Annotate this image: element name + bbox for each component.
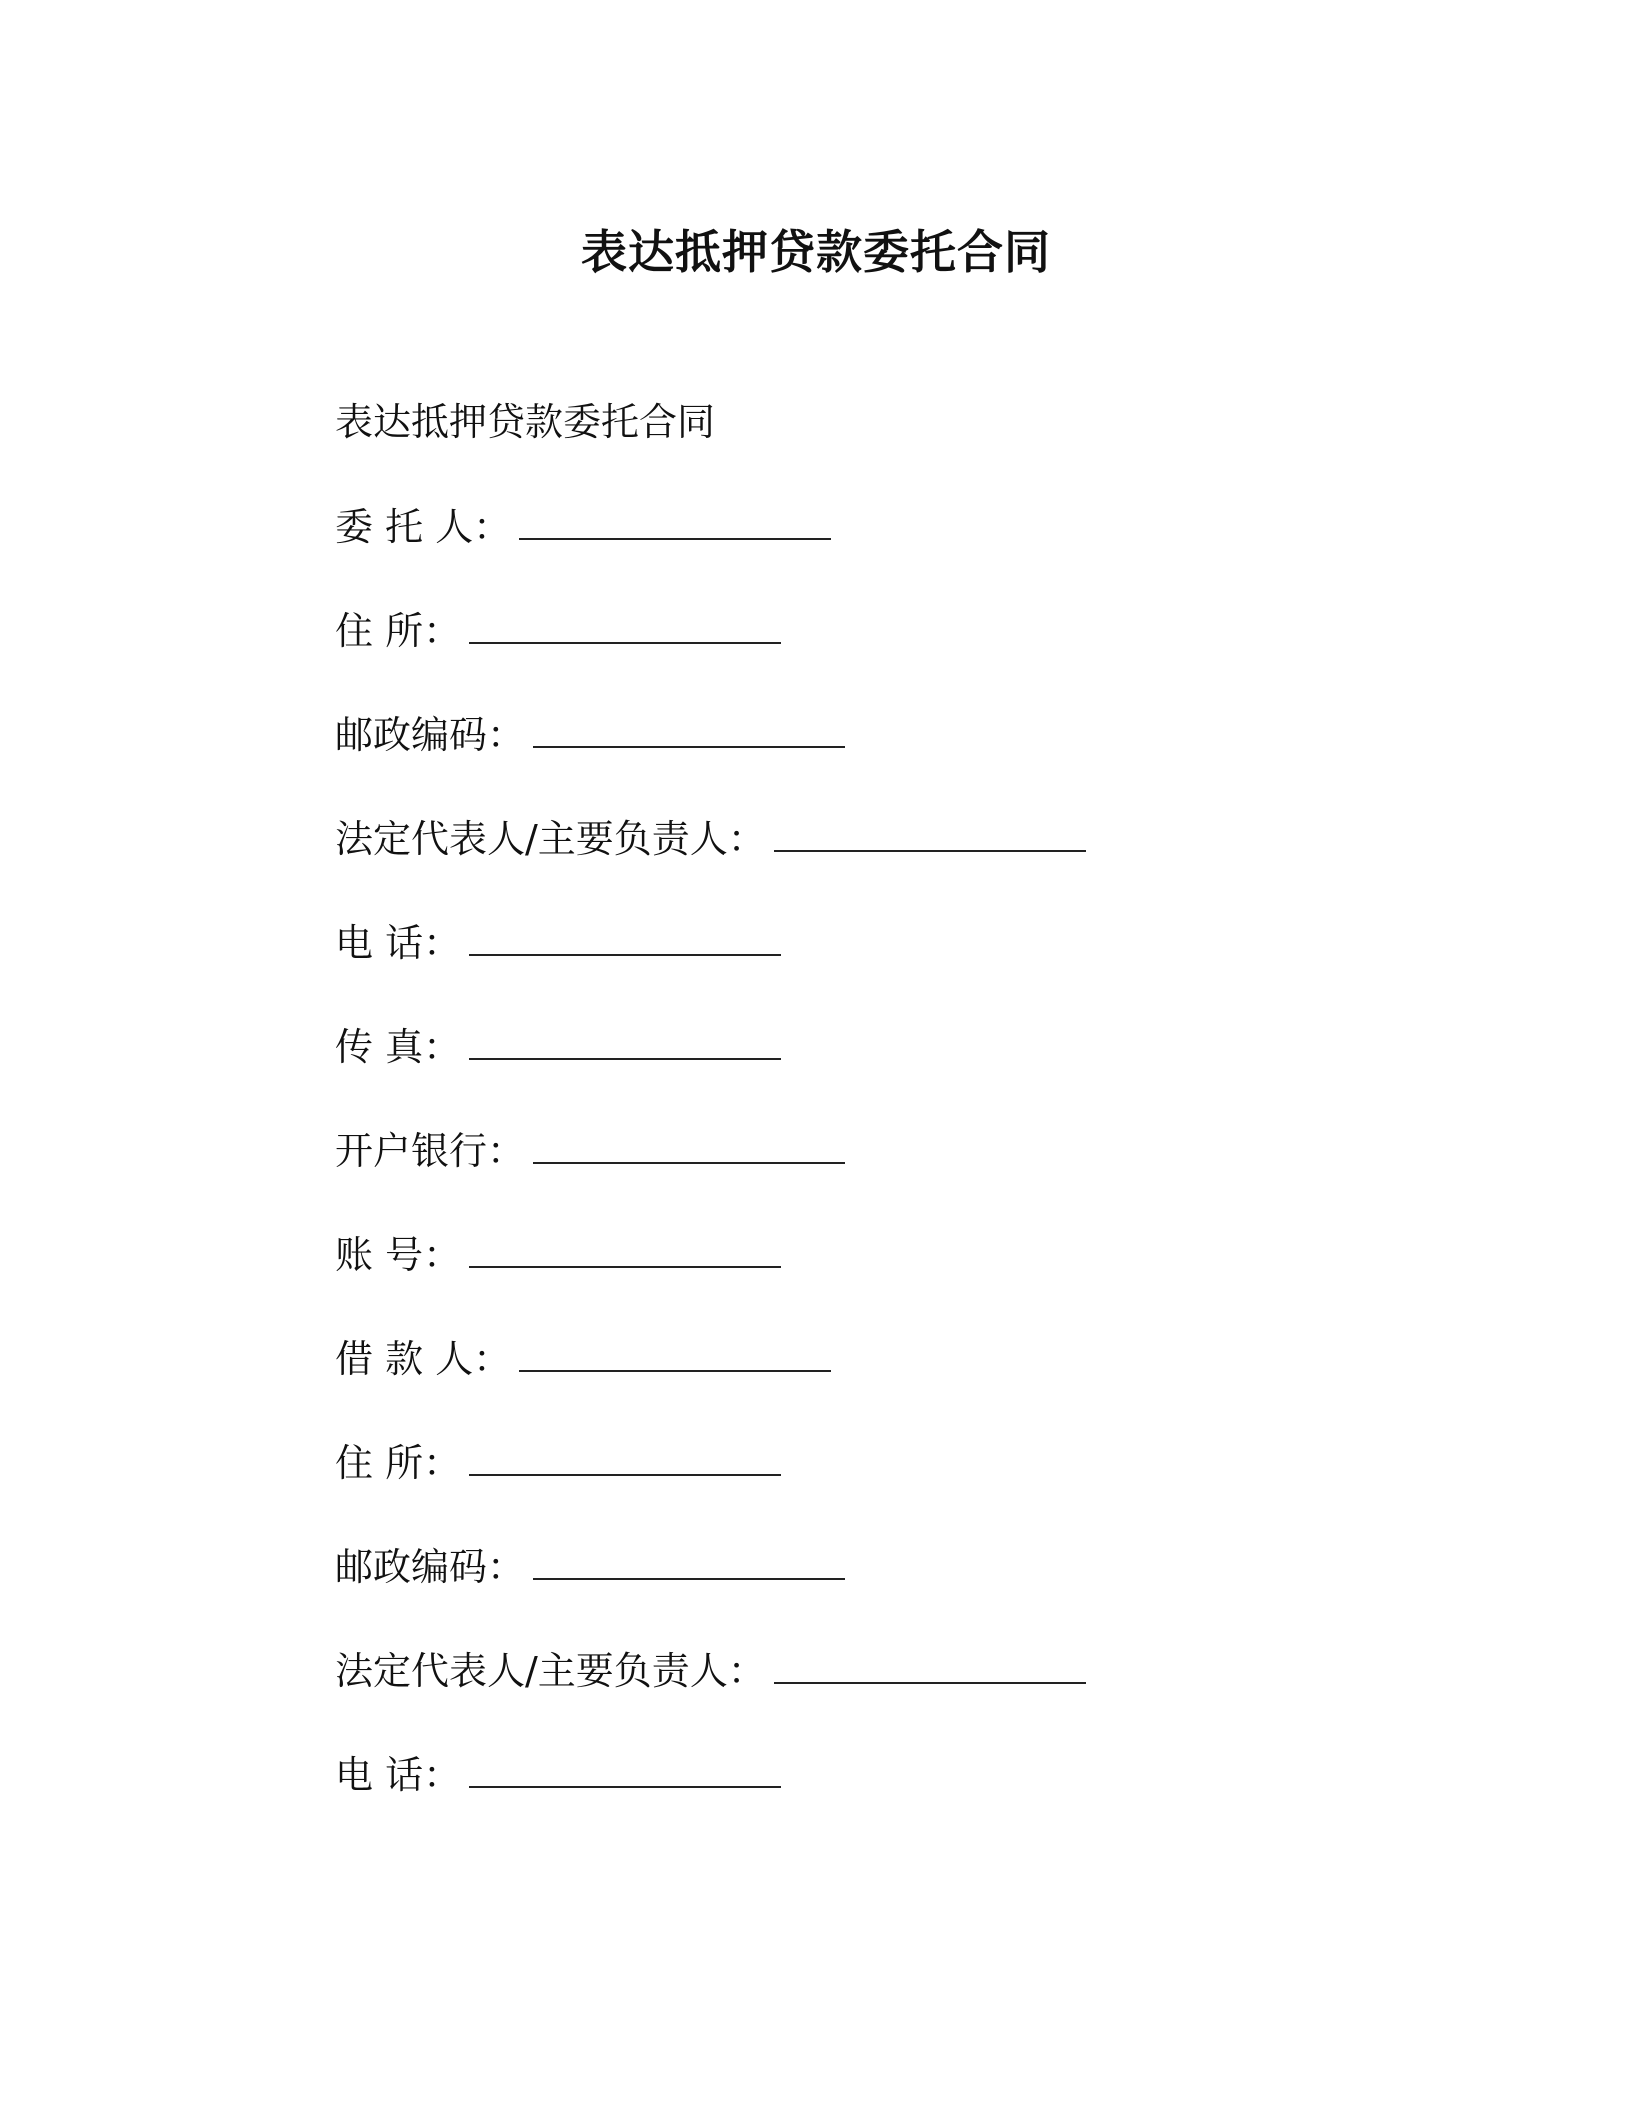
field-label: 电 话： (335, 1753, 462, 1797)
fill-in-blank[interactable] (519, 502, 831, 540)
fill-in-blank[interactable] (533, 710, 845, 748)
field-label: 法定代表人/主要负责人： (335, 817, 766, 861)
field-trustor-postcode (335, 710, 1435, 814)
field-label: 法定代表人/主要负责人： (335, 1649, 766, 1693)
document-subtitle: 表达抵押贷款委托合同 (335, 400, 716, 444)
contract-fields (335, 502, 1435, 1854)
field-borrower-address (335, 1438, 1435, 1542)
field-label: 开户银行： (335, 1129, 526, 1173)
field-trustor (335, 502, 1435, 606)
fill-in-blank[interactable] (774, 814, 1086, 852)
fill-in-blank[interactable] (469, 606, 781, 644)
field-trustor-fax (335, 1022, 1435, 1126)
fill-in-blank[interactable] (774, 1646, 1086, 1684)
field-trustor-address (335, 606, 1435, 710)
fill-in-blank[interactable] (469, 1750, 781, 1788)
fill-in-blank[interactable] (533, 1126, 845, 1164)
field-label: 传 真： (335, 1025, 462, 1069)
field-trustor-bank (335, 1126, 1435, 1230)
fill-in-blank[interactable] (519, 1334, 831, 1372)
field-trustor-representative (335, 814, 1435, 918)
field-borrower-representative (335, 1646, 1435, 1750)
field-trustor-account (335, 1230, 1435, 1334)
field-label: 借 款 人： (335, 1337, 512, 1381)
field-label: 委 托 人： (335, 505, 512, 549)
field-label: 电 话： (335, 921, 462, 965)
field-label: 住 所： (335, 609, 462, 653)
fill-in-blank[interactable] (469, 1022, 781, 1060)
field-trustor-phone (335, 918, 1435, 1022)
document-title: 表达抵押贷款委托合同 (581, 225, 1051, 279)
fill-in-blank[interactable] (469, 918, 781, 956)
field-label: 邮政编码： (335, 1545, 526, 1589)
fill-in-blank[interactable] (469, 1438, 781, 1476)
field-label: 住 所： (335, 1441, 462, 1485)
field-borrower-phone (335, 1750, 1435, 1854)
field-borrower (335, 1334, 1435, 1438)
field-label: 邮政编码： (335, 713, 526, 757)
fill-in-blank[interactable] (469, 1230, 781, 1268)
field-label: 账 号： (335, 1233, 462, 1277)
field-borrower-postcode (335, 1542, 1435, 1646)
fill-in-blank[interactable] (533, 1542, 845, 1580)
